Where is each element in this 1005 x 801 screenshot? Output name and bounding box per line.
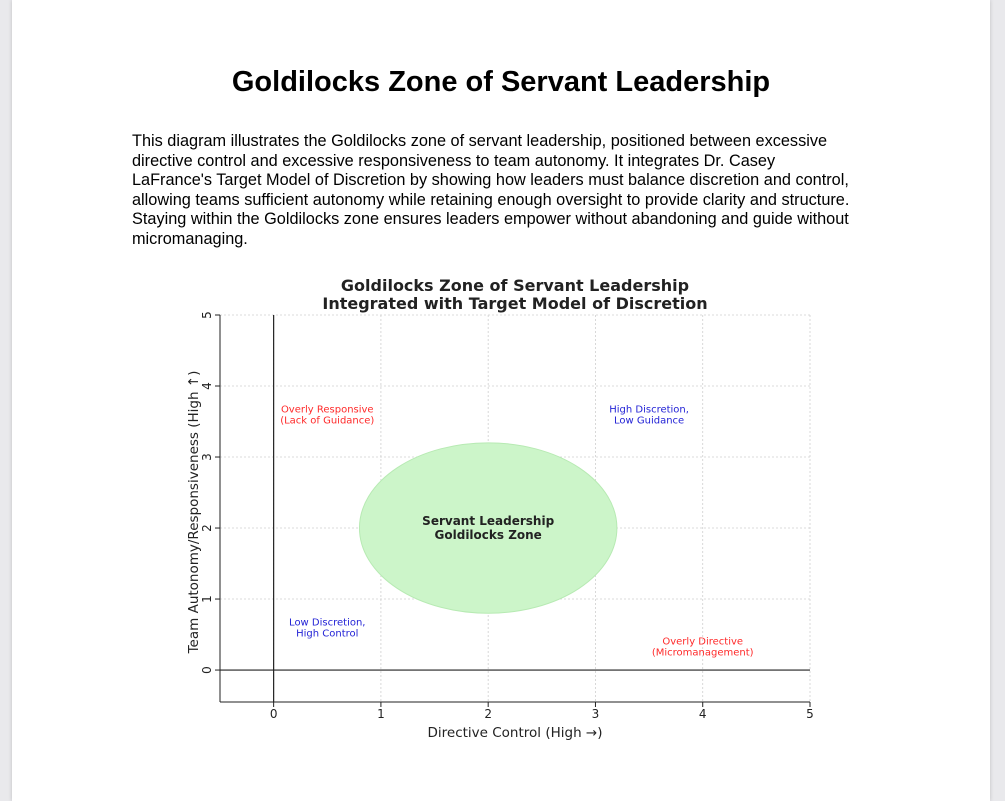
x-tick-label: 5: [806, 707, 814, 721]
x-tick-label: 2: [484, 707, 493, 721]
document-page: [12, 0, 990, 801]
y-tick-label: 2: [200, 524, 214, 532]
low-discretion-label-line-1: Low Discretion,: [289, 617, 366, 629]
x-tick-label: 1: [377, 707, 385, 721]
x-axis-label: Directive Control (High →): [427, 725, 603, 741]
high-discretion-label-line-1: High Discretion,: [609, 404, 689, 416]
chart-title-line-2: Integrated with Target Model of Discretion: [322, 294, 708, 313]
x-tick-label: 4: [698, 707, 707, 721]
y-tick-label: 4: [200, 382, 214, 390]
y-tick-label: 0: [200, 666, 214, 674]
intro-paragraph: This diagram illustrates the Goldilocks zone of servant leadership, positioned between excessive directive control and excessive responsiveness to team autonomy. It integrates Dr. Casey LaFrance's Target Model of Discretion by showing how leaders must balance discretion and control, allowing teams sufficient autonomy while retaining enough oversight to provide clarity and structure. Staying within the Goldilocks zone ensures leaders empower without abandoning and guide without micromanaging.: [132, 132, 850, 248]
overly-responsive-label-line-2: (Lack of Guidance): [280, 415, 375, 427]
zone-label-line-1: Servant Leadership: [422, 514, 555, 529]
low-discretion-label-line-2: High Control: [296, 628, 359, 640]
document-title: Goldilocks Zone of Servant Leadership: [231, 66, 771, 98]
overly-directive-label-line-1: Overly Directive: [662, 636, 744, 648]
zone-label-line-2: Goldilocks Zone: [434, 528, 542, 543]
x-tick-label: 0: [269, 707, 278, 721]
y-axis-label: Team Autonomy/Responsiveness (High ↑): [186, 370, 202, 654]
overly-responsive-label-line-1: Overly Responsive: [280, 404, 374, 416]
goldilocks-chart: [12, 0, 990, 801]
y-tick-label: 3: [200, 453, 214, 461]
x-axis-ticks: [270, 702, 814, 721]
y-axis-ticks: [200, 311, 220, 674]
x-tick-label: 3: [591, 707, 600, 721]
overly-directive-label-line-2: (Micromanagement): [651, 647, 754, 659]
y-tick-label: 5: [200, 311, 214, 319]
high-discretion-label-line-2: Low Guidance: [613, 415, 685, 427]
y-tick-label: 1: [200, 595, 214, 603]
chart-title-line-1: Goldilocks Zone of Servant Leadership: [340, 276, 690, 295]
